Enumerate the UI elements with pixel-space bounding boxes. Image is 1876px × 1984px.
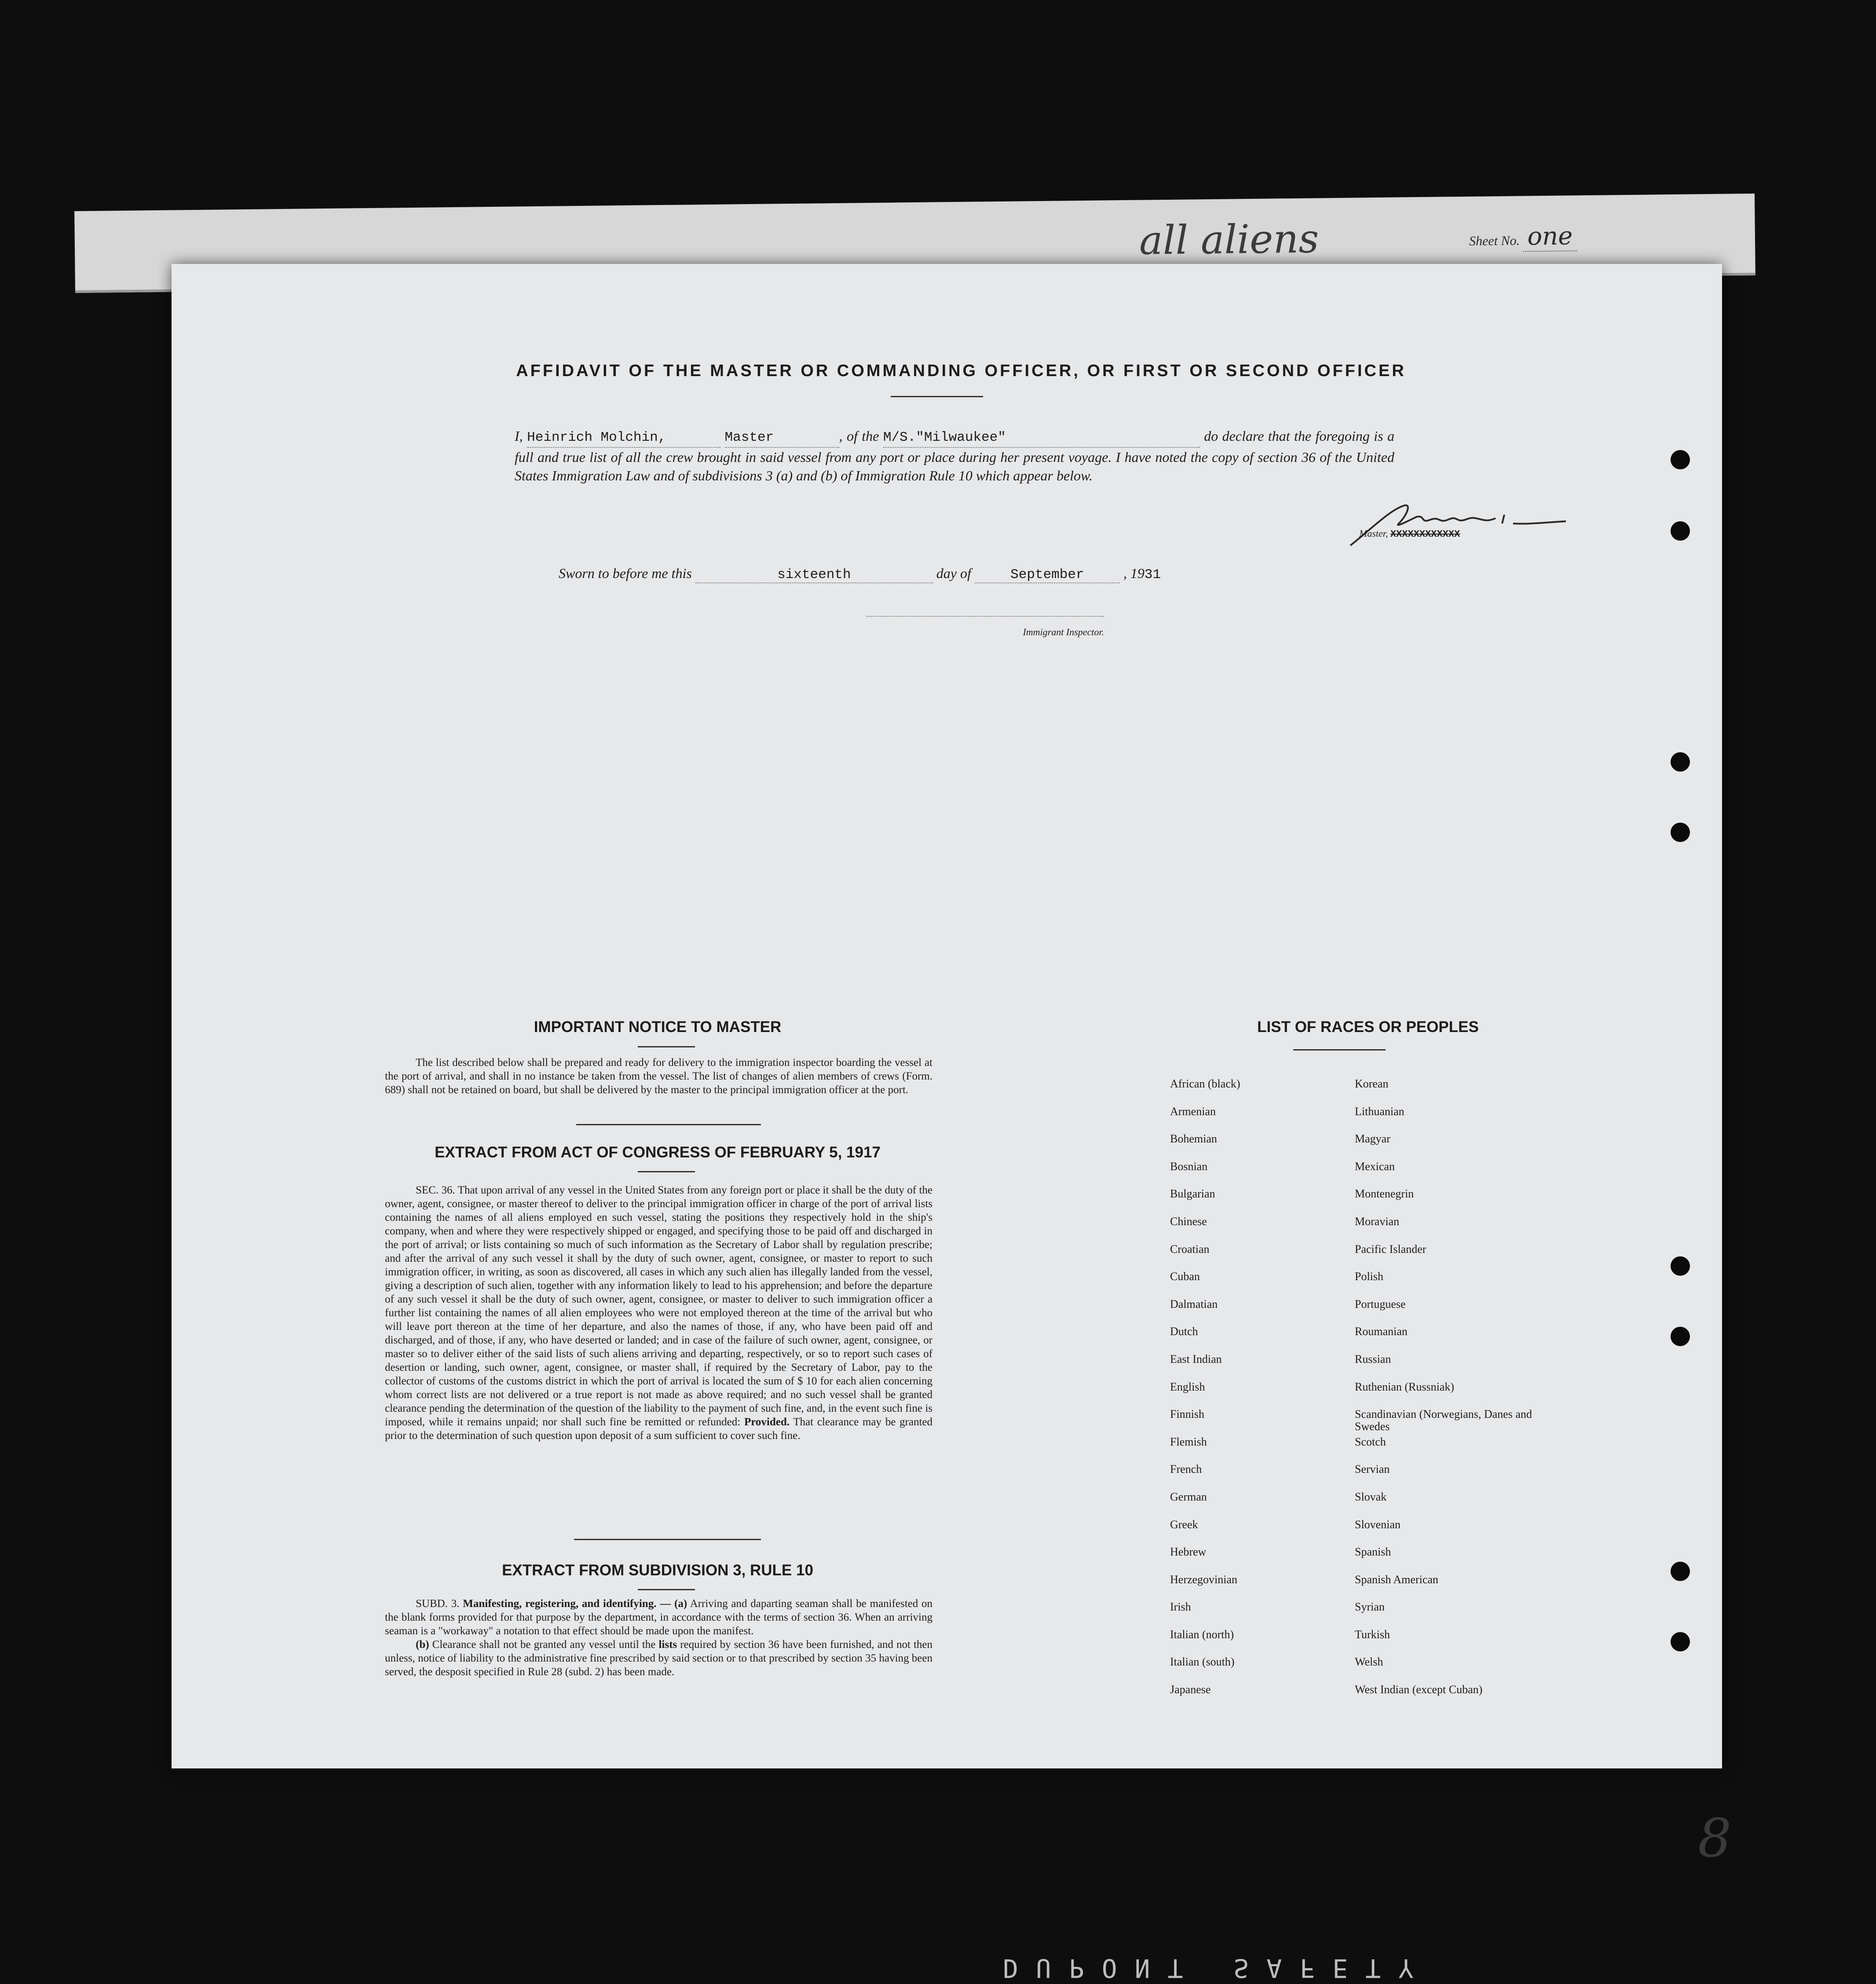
rule-b-text-b: required by section 36 have been furnished, and not then unless, notice of liability to the administrative fine prescribed by said section or to that prescribed by section 35 having been served, the desposit specified in Rule 28 (subd. 2) has been made. (385, 1639, 933, 1678)
rule-a-text: Arriving and daparting seaman shall be manifested on the blank forms provided for that purpose by the department, in accordance with the terms of section 36. When an arriving seaman is a "workaway" a notation to that effect should be made upon the manifest. (385, 1598, 933, 1637)
race-item: Italian (north) (1170, 1628, 1234, 1641)
rule-paragraph-a (385, 1597, 933, 1638)
race-item: Bulgarian (1170, 1187, 1215, 1201)
race-item: Dalmatian (1170, 1297, 1218, 1310)
race-item: Slovak (1355, 1490, 1387, 1503)
master-signature (1337, 497, 1575, 550)
master-signature-line (1359, 528, 1460, 540)
race-item: Spanish (1355, 1545, 1391, 1559)
race-item: Mexican (1355, 1160, 1395, 1173)
race-item: English (1170, 1380, 1205, 1393)
affidavit-title: AFFIDAVIT OF THE MASTER OR COMMANDING OFFICER, OR FIRST OR SECOND OFFICER (516, 362, 1406, 380)
rule-b-bold: lists (658, 1639, 677, 1651)
race-item: Welsh (1355, 1655, 1383, 1669)
sheet-number (1469, 222, 1577, 252)
handwritten-margin-mark: 8 (1698, 1808, 1732, 1869)
act-provided: Provided. (744, 1416, 790, 1428)
year-prefix: , 19 (1123, 565, 1145, 581)
divider (638, 1046, 695, 1047)
rule-b-text-a: Clearance shall not be granted any vessel until the (432, 1639, 656, 1651)
race-item: Greek (1170, 1518, 1198, 1531)
race-item: Montenegrin (1355, 1187, 1414, 1201)
act-text-main: SEC. 36. That upon arrival of any vessel in the United States from any foreign port or place it shall be the duty of the owner, agent, consignee, or master thereof to deliver to the principal immigration officer in charge of the port of arrival lists containing the names of all aliens employed en such vessel, stating the positions they respectively hold in the ship's company, when and where they were respectively shipped or engaged, and specifying those to be paid off and discharged in the port of arrival; or lists containing so much of such information as the Secretary of Labor shall by regulation prescribe; and after the arrival of any such vessel it shall by the duty of such owner, agent, consignee, or master to report to such immigration officer, in writing, as soon as discovered, all cases in which any such alien has illegally landed from the vessel, giving a description of such alien, together with any information likely to lead to his apprehension; and before the departure of any such vessel it shall be the duty of such owner, agent, consignee, or master to deliver to such immigration officer a further list containing the names of all alien employees who were not employed thereon at the time of the arrival but who will leave port thereon at the time of her departure, and also the names of those, if any, who have been paid off and discharged, and of those, if any, who have deserted or landed; and in case of the failure of such owner, agent, consignee, or master so to deliver either of the said lists of such aliens arriving and departing, respectively, or so to report such cases of desertion or landing, such owner, agent, consignee, or master shall, if required by the Secretary of Labor, pay to the collector of customs of the customs district in which the port of arrival is located the sum of $ 10 for each alien concerning whom correct lists are not delivered or a true report is not made as above required; and no such vessel shall be granted clearance pending the determination of the question of the liability to the payment of such fine, and, in the event such fine is imposed, while it remains unpaid; nor shall such fine be remitted or refunded: (385, 1184, 933, 1428)
punch-hole (1671, 1562, 1690, 1581)
races-title: LIST OF RACES OR PEOPLES (1257, 1018, 1479, 1036)
race-item: Croatian (1170, 1242, 1210, 1256)
race-item: African (black) (1170, 1077, 1240, 1090)
notice-paragraph: The list described below shall be prepared and ready for delivery to the immigration inspector boarding the vessel at the port of arrival, and shall in no instance be taken from the vessel. The list of changes of alien members of crews (Form. 689) shall not be retained on board, but shall be delivered by the master to the principal immigration officer at the port. (385, 1057, 933, 1096)
race-item: Pacific Islander (1355, 1242, 1426, 1256)
sworn-day: sixteenth (777, 567, 851, 582)
punch-hole (1671, 1632, 1690, 1651)
divider (1293, 1049, 1386, 1051)
sheet-number-value: one (1523, 222, 1577, 252)
punch-hole (1671, 521, 1690, 541)
master-label: Master, (1359, 528, 1388, 539)
race-item: Dutch (1170, 1325, 1198, 1338)
race-item: Portuguese (1355, 1297, 1406, 1310)
race-item: Korean (1355, 1077, 1389, 1090)
rule-extract-text (385, 1597, 933, 1679)
race-item: Armenian (1170, 1105, 1216, 1118)
race-item: Irish (1170, 1600, 1191, 1614)
punch-hole (1671, 1327, 1690, 1346)
race-item: Roumanian (1355, 1325, 1408, 1338)
race-item: Ruthenian (Russniak) (1355, 1380, 1455, 1393)
race-item: Flemish (1170, 1435, 1207, 1448)
race-item: Herzegovinian (1170, 1573, 1238, 1586)
race-item: Bohemian (1170, 1132, 1217, 1146)
race-item: Servian (1355, 1463, 1390, 1476)
affidavit-body: that the foregoing is a full and true list of all the crew brought in said vessel from any port or place during her present voyage. I have noted the copy of section 36 of the United States Immigration Law and of subdivisions 3 (a) and (b) of Immigration Rule 10 which appear below. (515, 428, 1395, 483)
manifest-page (172, 264, 1722, 1768)
act-extract-text (385, 1183, 933, 1442)
race-item: Magyar (1355, 1132, 1390, 1146)
rule-extract-title: EXTRACT FROM SUBDIVISION 3, RULE 10 (502, 1562, 813, 1579)
affidavit-pronoun: I, (515, 428, 523, 444)
race-item: French (1170, 1463, 1202, 1476)
struck-title: XXXXXXXXXXXX (1390, 529, 1460, 540)
rule-a-marker: — (a) (660, 1598, 688, 1610)
punch-hole (1671, 1256, 1690, 1276)
race-item: Finnish (1170, 1408, 1205, 1421)
act-extract-title: EXTRACT FROM ACT OF CONGRESS OF FEBRUARY 5, 1917 (435, 1144, 881, 1161)
punch-hole (1671, 450, 1690, 469)
race-item: Turkish (1355, 1628, 1390, 1641)
race-item: Moravian (1355, 1215, 1400, 1228)
rule-paragraph-b (385, 1638, 933, 1679)
divider (638, 1589, 695, 1590)
act-extract-paragraph (385, 1183, 933, 1442)
affidavit-text (515, 427, 1394, 485)
race-item: Bosnian (1170, 1160, 1208, 1173)
sworn-line (559, 565, 1161, 583)
divider (576, 1124, 761, 1125)
races-right-column (1355, 1078, 1540, 1711)
race-item: Spanish American (1355, 1573, 1438, 1586)
punch-hole (1671, 752, 1690, 772)
race-item: Scandinavian (Norwegians, Danes and Swedes (1355, 1408, 1532, 1433)
punch-hole (1671, 823, 1690, 842)
race-item: Scotch (1355, 1435, 1386, 1448)
film-edge-text: DUPONT SAFETY (1003, 1953, 1431, 1983)
race-item: Polish (1355, 1270, 1384, 1283)
race-item: Chinese (1170, 1215, 1207, 1228)
divider (638, 1171, 695, 1172)
race-item: German (1170, 1490, 1207, 1503)
rule-a-lead: SUBD. 3. (416, 1598, 460, 1610)
race-item: West Indian (except Cuban) (1355, 1683, 1483, 1696)
officer-rank: Master (724, 430, 774, 445)
master-name: Heinrich Molchin, (527, 430, 666, 445)
act-text-end: That clearance may be granted prior to the determination of such question upon deposit of a sum sufficient to cover such fine. (385, 1416, 933, 1442)
of-the-label: , of the (839, 428, 879, 444)
race-item: Syrian (1355, 1600, 1385, 1614)
rule-a-heading: Manifesting, registering, and identifying. (463, 1598, 657, 1610)
declare-label: do declare (1204, 428, 1264, 444)
races-left-column (1170, 1078, 1240, 1711)
race-item: Lithuanian (1355, 1105, 1404, 1118)
rule-b-marker: (b) (416, 1639, 429, 1651)
race-item: Japanese (1170, 1683, 1211, 1696)
race-item: Hebrew (1170, 1545, 1207, 1559)
race-item: East Indian (1170, 1352, 1222, 1365)
vessel-name: M/S."Milwaukee" (883, 430, 1006, 445)
sworn-month: September (1010, 567, 1084, 582)
divider (891, 396, 983, 397)
race-item: Russian (1355, 1352, 1391, 1365)
sheet-number-label: Sheet No. (1469, 233, 1520, 249)
sworn-label: Sworn to before me this (559, 565, 692, 581)
inspector-signature-line: Immigrant Inspector. (867, 616, 1104, 638)
notice-text (385, 1056, 933, 1097)
notice-title: IMPORTANT NOTICE TO MASTER (534, 1018, 782, 1036)
handwritten-note: all aliens (1139, 216, 1319, 264)
race-item: Slovenian (1355, 1518, 1401, 1531)
day-of-label: day of (936, 565, 971, 581)
sworn-year: 31 (1144, 567, 1161, 582)
race-item: Cuban (1170, 1270, 1200, 1283)
race-item: Italian (south) (1170, 1655, 1235, 1669)
divider (574, 1539, 761, 1540)
